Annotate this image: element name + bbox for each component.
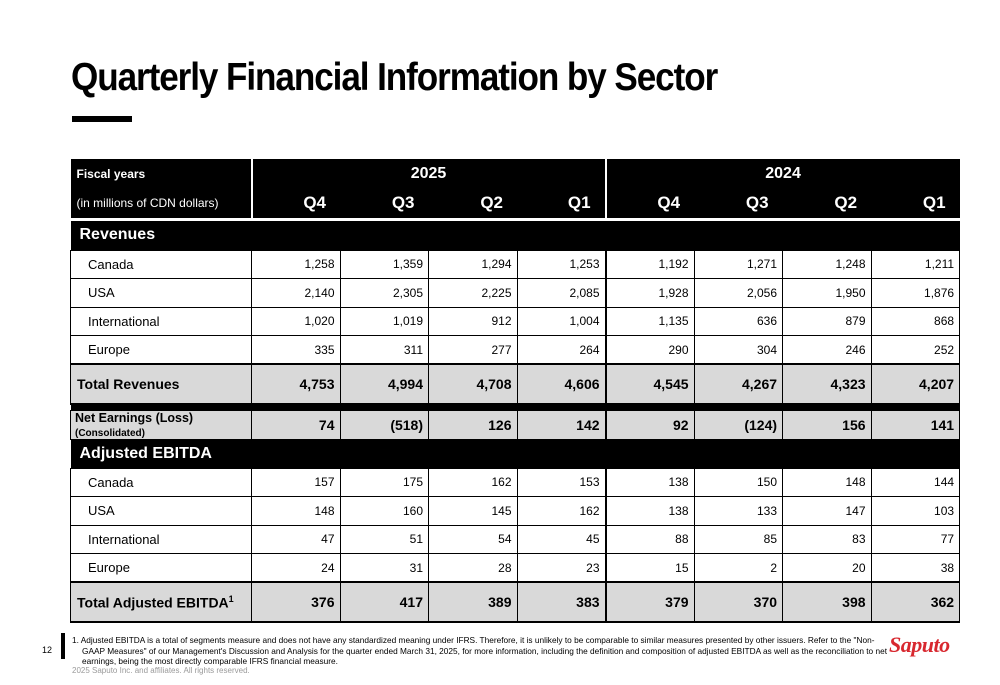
table-cell: 1,359 <box>340 250 429 279</box>
table-cell: 138 <box>606 497 695 526</box>
table-row <box>71 525 960 554</box>
table-cell: 138 <box>606 468 695 497</box>
table-cell: 88 <box>606 525 695 554</box>
page-title: Quarterly Financial Information by Sector <box>71 56 718 99</box>
table-cell: 141 <box>871 410 960 439</box>
table-row <box>71 497 960 526</box>
table-cell: 277 <box>429 336 518 365</box>
quarter-header: Q3 <box>340 188 429 218</box>
table-cell: 38 <box>871 554 960 583</box>
table-cell: 1,928 <box>606 279 695 308</box>
table-cell: 4,606 <box>517 364 606 404</box>
table-cell: 23 <box>517 554 606 583</box>
footnote-ref: 1 <box>228 593 234 604</box>
table-cell: 398 <box>783 582 872 622</box>
saputo-logo: Saputo <box>889 632 950 657</box>
table-cell: 175 <box>340 468 429 497</box>
table-cell: 4,753 <box>252 364 341 404</box>
table-cell: 24 <box>252 554 341 583</box>
row-label <box>71 410 252 439</box>
table-cell: 2,305 <box>340 279 429 308</box>
table-cell: 1,211 <box>871 250 960 279</box>
table-cell: 335 <box>252 336 341 365</box>
table-cell: (124) <box>694 410 783 439</box>
net-earnings-label: Net Earnings (Loss) <box>75 410 194 425</box>
table-cell: 157 <box>252 468 341 497</box>
header-quarters-row <box>71 188 960 218</box>
table-cell: 868 <box>871 307 960 336</box>
table-cell: 162 <box>429 468 518 497</box>
table-cell: 417 <box>340 582 429 622</box>
table-cell: 1,253 <box>517 250 606 279</box>
header-years-row <box>71 159 960 188</box>
ebitda-section-label: Adjusted EBITDA <box>71 439 960 468</box>
net-earnings-row <box>71 410 960 439</box>
title-underline <box>72 116 132 122</box>
table-cell: 246 <box>783 336 872 365</box>
total-revenues-row <box>71 364 960 404</box>
quarter-header: Q4 <box>606 188 695 218</box>
row-label: USA <box>71 497 252 526</box>
quarter-header: Q4 <box>252 188 341 218</box>
table-cell: 2 <box>694 554 783 583</box>
table-cell: 148 <box>252 497 341 526</box>
table-cell: 4,545 <box>606 364 695 404</box>
table-cell: 103 <box>871 497 960 526</box>
ebitda-section-header <box>71 439 960 468</box>
table-cell: 83 <box>783 525 872 554</box>
table-cell: 4,708 <box>429 364 518 404</box>
table-cell: 376 <box>252 582 341 622</box>
table-cell: 156 <box>783 410 872 439</box>
fiscal-years-label: Fiscal years <box>71 159 252 188</box>
table-cell: 162 <box>517 497 606 526</box>
table-cell: 1,294 <box>429 250 518 279</box>
row-label: International <box>71 525 252 554</box>
year-2024-header: 2024 <box>606 159 960 188</box>
table-cell: 2,140 <box>252 279 341 308</box>
table-cell: 28 <box>429 554 518 583</box>
table-cell: 77 <box>871 525 960 554</box>
table-cell: 1,019 <box>340 307 429 336</box>
table-cell: 54 <box>429 525 518 554</box>
table-cell: 4,267 <box>694 364 783 404</box>
table-row <box>71 307 960 336</box>
financial-table <box>70 159 960 623</box>
table-cell: 370 <box>694 582 783 622</box>
table-cell: 290 <box>606 336 695 365</box>
row-label: Total Revenues <box>71 364 252 404</box>
table-cell: 145 <box>429 497 518 526</box>
table-row <box>71 468 960 497</box>
quarter-header: Q1 <box>517 188 606 218</box>
table-cell: 879 <box>783 307 872 336</box>
row-label: Europe <box>71 336 252 365</box>
table-cell: 389 <box>429 582 518 622</box>
table-cell: 160 <box>340 497 429 526</box>
table-cell: 1,950 <box>783 279 872 308</box>
table-cell: 4,994 <box>340 364 429 404</box>
table-cell: (518) <box>340 410 429 439</box>
table-cell: 31 <box>340 554 429 583</box>
table-row <box>71 250 960 279</box>
table-cell: 144 <box>871 468 960 497</box>
total-ebitda-row <box>71 582 960 622</box>
table-cell: 1,271 <box>694 250 783 279</box>
table-cell: 45 <box>517 525 606 554</box>
quarter-header: Q2 <box>429 188 518 218</box>
table-cell: 153 <box>517 468 606 497</box>
table-cell: 2,056 <box>694 279 783 308</box>
table-row <box>71 554 960 583</box>
table-cell: 142 <box>517 410 606 439</box>
page-number-bar <box>61 633 65 659</box>
table-cell: 92 <box>606 410 695 439</box>
net-earnings-sublabel: (Consolidated) <box>75 427 145 439</box>
quarter-header: Q3 <box>694 188 783 218</box>
table-cell: 1,004 <box>517 307 606 336</box>
table-cell: 20 <box>783 554 872 583</box>
table-cell: 47 <box>252 525 341 554</box>
table-cell: 15 <box>606 554 695 583</box>
table-cell: 1,135 <box>606 307 695 336</box>
row-label: USA <box>71 279 252 308</box>
row-label <box>71 582 252 622</box>
table-cell: 264 <box>517 336 606 365</box>
table-cell: 383 <box>517 582 606 622</box>
table-row <box>71 279 960 308</box>
table-cell: 1,192 <box>606 250 695 279</box>
quarter-header: Q2 <box>783 188 872 218</box>
quarter-header: Q1 <box>871 188 960 218</box>
page-number: 12 <box>42 645 53 655</box>
total-ebitda-label: Total Adjusted EBITDA <box>77 594 229 611</box>
table-cell: 85 <box>694 525 783 554</box>
unit-label: (in millions of CDN dollars) <box>71 188 252 218</box>
row-label: Europe <box>71 554 252 583</box>
table-cell: 2,225 <box>429 279 518 308</box>
row-label: Canada <box>71 468 252 497</box>
footnote-text: 1. Adjusted EBITDA is a total of segments measure and does not have any standardized meaning under IFRS. Therefore, it is unlikely to be comparable to similar measures presented by other issuers. Refer to the "Non-GAAP Measures" of our Management's Discussion and Analysis for the quarter ended March 31, 2025, for more information, including the definition and composition of adjusted EBITDA as well as the reconciliation to net earnings, being the most directly comparable IFRS financial measure. <box>72 635 888 666</box>
table-cell: 133 <box>694 497 783 526</box>
table-cell: 2,085 <box>517 279 606 308</box>
row-label: Canada <box>71 250 252 279</box>
table-cell: 636 <box>694 307 783 336</box>
table-cell: 126 <box>429 410 518 439</box>
table-cell: 304 <box>694 336 783 365</box>
revenues-section-header <box>71 221 960 250</box>
year-2025-header: 2025 <box>252 159 606 188</box>
row-label: International <box>71 307 252 336</box>
revenues-section-label: Revenues <box>71 221 960 250</box>
table-cell: 1,020 <box>252 307 341 336</box>
table-cell: 1,876 <box>871 279 960 308</box>
table-cell: 150 <box>694 468 783 497</box>
table-cell: 1,248 <box>783 250 872 279</box>
table-cell: 4,207 <box>871 364 960 404</box>
table-cell: 379 <box>606 582 695 622</box>
table-cell: 912 <box>429 307 518 336</box>
table-cell: 148 <box>783 468 872 497</box>
table-cell: 1,258 <box>252 250 341 279</box>
table-cell: 147 <box>783 497 872 526</box>
table-row <box>71 336 960 365</box>
table-cell: 252 <box>871 336 960 365</box>
table-cell: 4,323 <box>783 364 872 404</box>
footnote <box>72 635 887 667</box>
table-cell: 362 <box>871 582 960 622</box>
copyright: 2025 Saputo Inc. and affiliates. All rights reserved. <box>72 666 250 675</box>
table-cell: 311 <box>340 336 429 365</box>
table-cell: 74 <box>252 410 341 439</box>
table-cell: 51 <box>340 525 429 554</box>
